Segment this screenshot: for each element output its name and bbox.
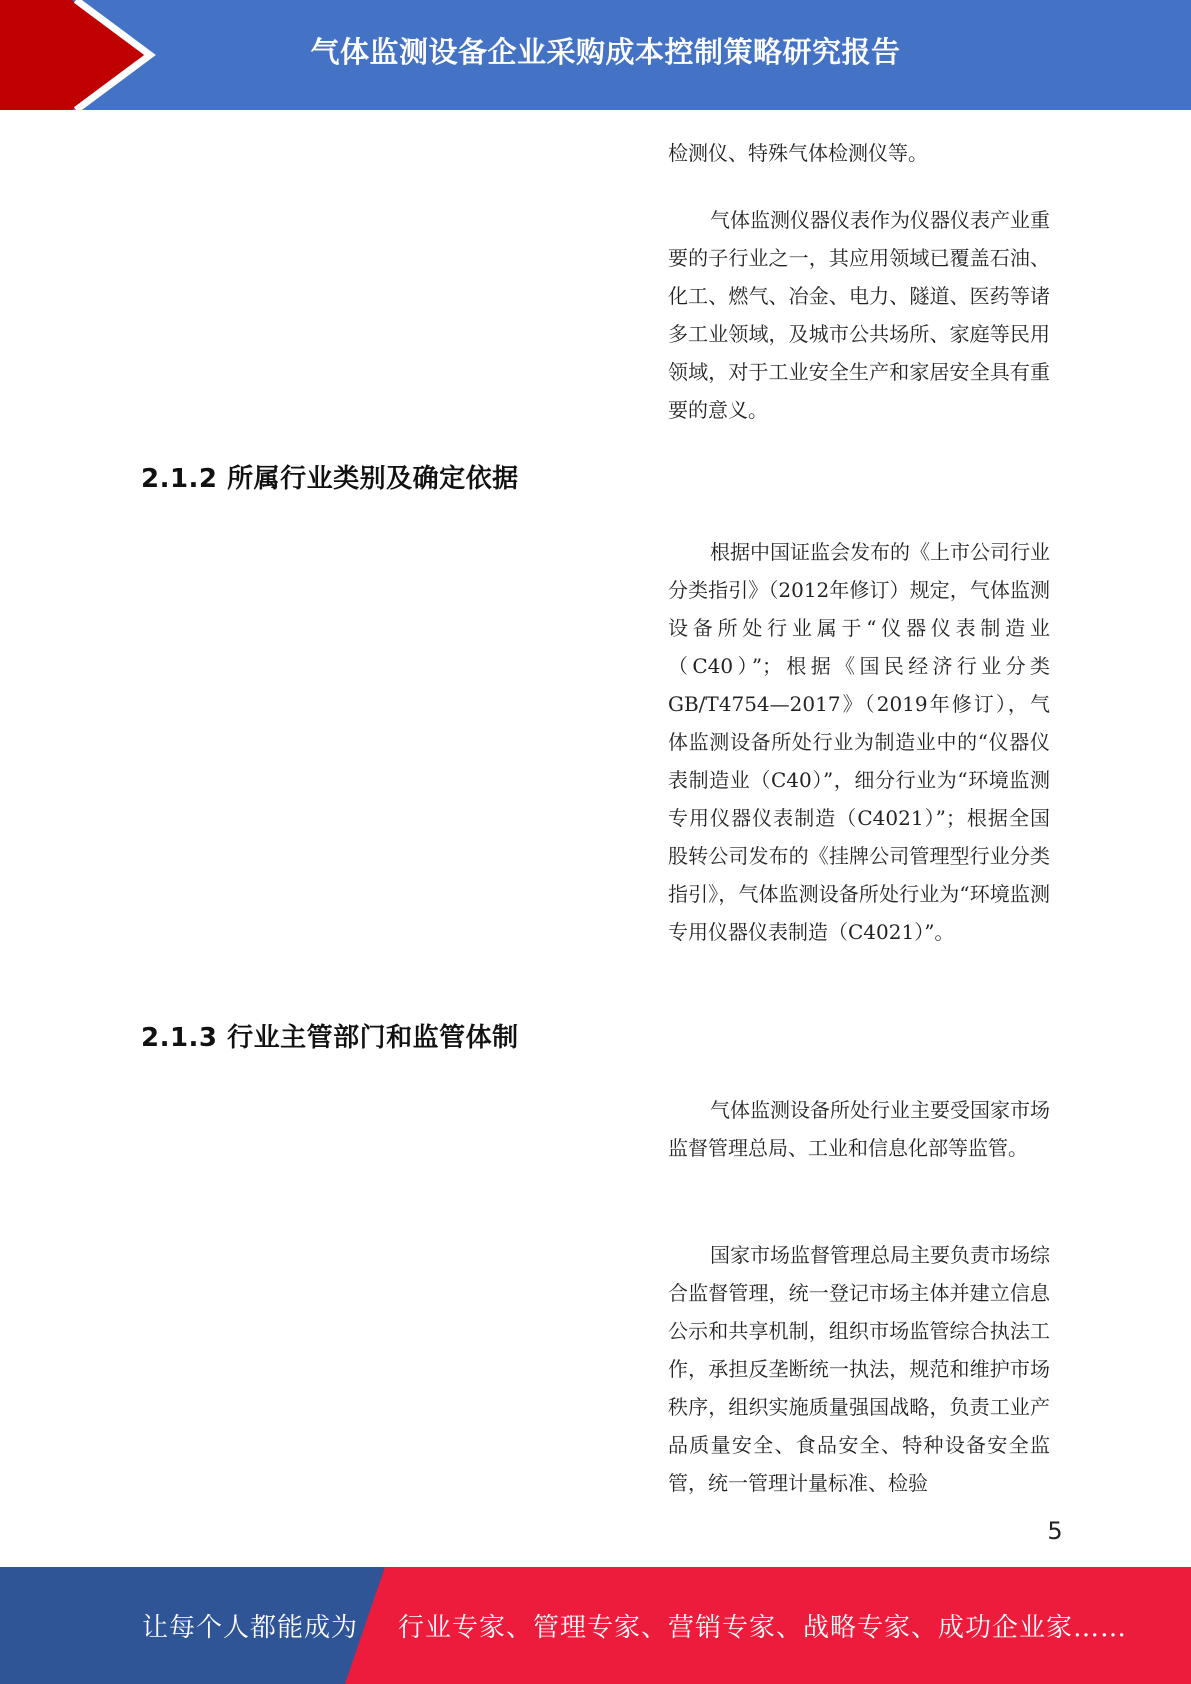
paragraph-3: 根据中国证监会发布的《上市公司行业分类指引》（2012年修订）规定，气体监测设备所处行业属于“仪器仪表制造业（C40）”；根据《国民经济行业分类GB/T4754—2017》（2019年修订），气体监测设备所处行业为制造业中的“仪器仪表制造业（C40）”，细分行业为“环境监测专用仪器仪表制造（C4021）”；根据全国股转公司发布的《挂牌公司管理型行业分类指引》，气体监测设备所处行业为“环境监测专用仪器仪表制造（C4021）”。: [668, 540, 1050, 944]
page-header: [0, 0, 1191, 110]
paragraph-5: 国家市场监督管理总局主要负责市场综合监督管理，统一登记市场主体并建立信息公示和共享机制，组织市场监管综合执法工作，承担反垄断统一执法，规范和维护市场秩序，组织实施质量强国战略，负责工业产品质量安全、食品安全、特种设备安全监管，统一管理计量标准、检验: [668, 1243, 1050, 1495]
footer-slogan-left: 让每个人都能成为: [142, 1613, 359, 1643]
paragraph-1: 检测仪、特殊气体检测仪等。: [668, 141, 928, 165]
paragraph-4: 气体监测设备所处行业主要受国家市场监督管理总局、工业和信息化部等监管。: [668, 1098, 1050, 1160]
section-heading-2-1-3: 2.1.3 行业主管部门和监管体制: [141, 1023, 519, 1053]
report-title: 气体监测设备企业采购成本控制策略研究报告: [310, 34, 901, 69]
paragraph-2: 气体监测仪器仪表作为仪器仪表产业重要的子行业之一，其应用领域已覆盖石油、化工、燃气、冶金、电力、隧道、医药等诸多工业领域，及城市公共场所、家庭等民用领域，对于工业安全生产和家居安全具有重要的意义。: [668, 208, 1050, 422]
page-footer: [0, 1567, 1191, 1684]
section-heading-2-1-2: 2.1.2 所属行业类别及确定依据: [141, 464, 519, 494]
footer-slogan-right: 行业专家、管理专家、营销专家、战略专家、成功企业家……: [398, 1613, 1128, 1643]
page-number: 5: [1047, 1517, 1063, 1545]
